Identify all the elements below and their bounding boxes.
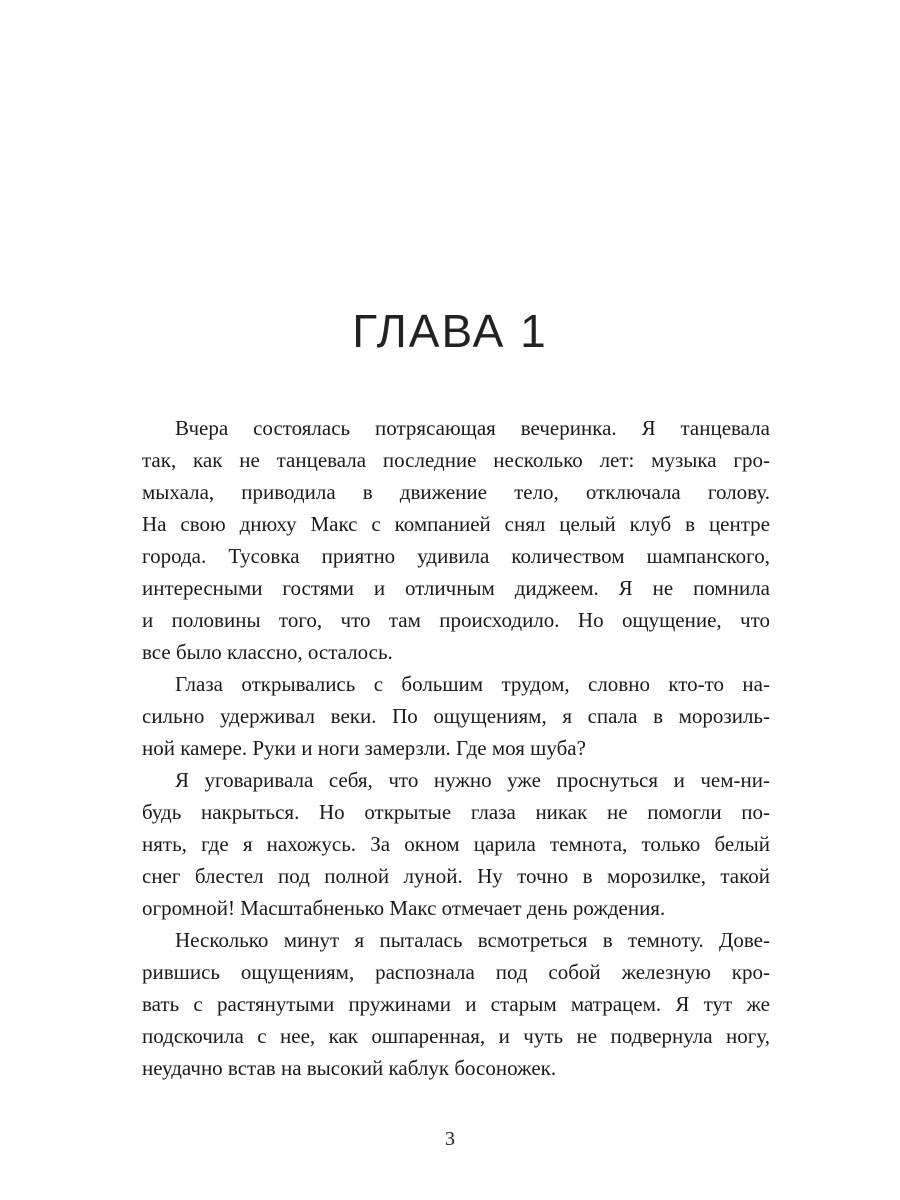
text-line: будь накрыться. Но открытые глаза никак не помогли по-	[142, 800, 770, 824]
text-line: Вчера состоялась потрясающая вечеринка. Я танцевала	[175, 416, 770, 440]
paragraph-3	[142, 764, 770, 924]
page-number: 3	[445, 1128, 455, 1150]
paragraph-1	[142, 412, 770, 668]
chapter-body	[142, 412, 770, 1084]
text-line: так, как не танцевала последние несколько лет: музыка гро-	[142, 448, 770, 472]
chapter-title: ГЛАВА 1	[352, 305, 548, 357]
text-line: неудачно встав на высокий каблук босоножек.	[142, 1056, 557, 1080]
text-line: вать с растянутыми пружинами и старым матрацем. Я тут же	[142, 992, 770, 1016]
text-line: подскочила с нее, как ошпаренная, и чуть не подвернула ногу,	[142, 1024, 770, 1048]
text-line: ной камере. Руки и ноги замерзли. Где моя шуба?	[142, 736, 586, 760]
paragraph-2	[142, 668, 770, 764]
text-line: Глаза открывались с большим трудом, словно кто-то на-	[175, 672, 770, 696]
text-line: мыхала, приводила в движение тело, отключала голову.	[142, 480, 770, 504]
text-line: интересными гостями и отличным диджеем. Я не помнила	[142, 576, 770, 600]
text-line: нять, где я нахожусь. За окном царила темнота, только белый	[142, 832, 770, 856]
text-line: рившись ощущениям, распознала под собой железную кро-	[142, 960, 770, 984]
text-line: огромной! Масштабненько Макс отмечает день рождения.	[142, 896, 666, 920]
text-line: и половины того, что там происходило. Но ощущение, что	[142, 608, 770, 632]
text-line: Несколько минут я пыталась всмотреться в темноту. Дове-	[175, 928, 770, 952]
text-line: На свою днюху Макс с компанией снял целый клуб в центре	[142, 512, 770, 536]
text-line: все было классно, осталось.	[142, 640, 393, 664]
text-line: Я уговаривала себя, что нужно уже проснуться и чем-ни-	[175, 768, 770, 792]
text-line: сильно удерживал веки. По ощущениям, я спала в морозиль-	[142, 704, 770, 728]
text-line: города. Тусовка приятно удивила количеством шампанского,	[142, 544, 770, 568]
paragraph-4	[142, 924, 770, 1084]
text-line: снег блестел под полной луной. Ну точно в морозилке, такой	[142, 864, 770, 888]
